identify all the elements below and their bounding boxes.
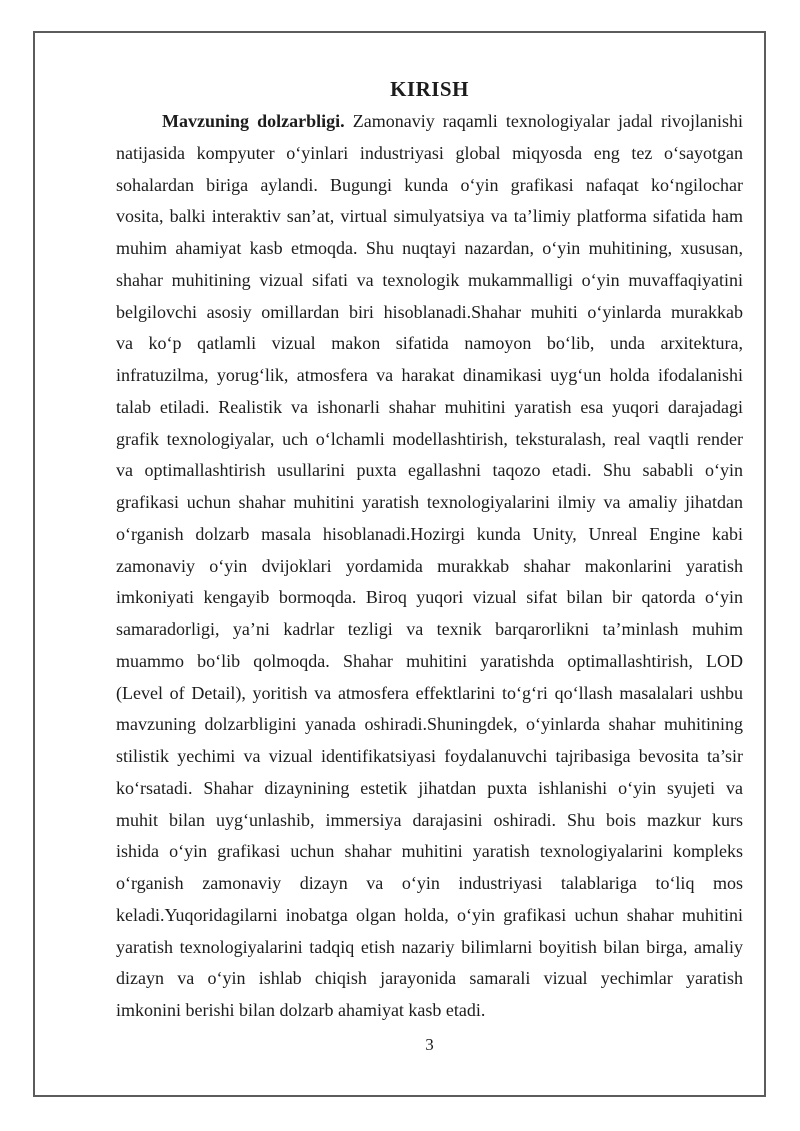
paragraph-line: imkonini berishi bilan dolzarb ahamiyat kasb etadi. (116, 1000, 486, 1020)
paragraph-line: talab etiladi. Realistik va ishonarli shahar muhitini yaratish esa yuqori darajadagi (116, 396, 743, 417)
paragraph-line: keladi.Yuqoridagilarni inobatga olgan holda, o‘yin grafikasi uchun shahar muhitini (116, 904, 743, 925)
paragraph-line: yaratish texnologiyalarini tadqiq etish nazariy bilimlarni boyitish bilan birga, amaliy (116, 936, 743, 957)
paragraph-line: zamonaviy o‘yin dvijoklari yordamida murakkab shahar makonlarini yaratish (116, 555, 743, 576)
paragraph-line: stilistik yechimi va vizual identifikatsiyasi foydalanuvchi tajribasiga bevosita ta’sir (116, 746, 743, 766)
paragraph-line: o‘rganish zamonaviy dizayn va o‘yin industriyasi talablariga to‘liq mos (116, 873, 743, 893)
paragraph-line: dizayn va o‘yin ishlab chiqish jarayonida samarali vizual yechimlar yaratish (116, 968, 743, 989)
paragraph-line: infratuzilma, yorug‘lik, atmosfera va harakat dinamikasi uyg‘un holda ifodalanishi (116, 365, 743, 385)
paragraph-lines (116, 138, 743, 1027)
paragraph-line: imkoniyati kengayib bormoqda. Biroq yuqori vizual sifat bilan bir qatorda o‘yin (116, 587, 743, 608)
paragraph-line: (Level of Detail), yoritish va atmosfera effektlarini to‘g‘ri qo‘llash masalalari ushbu (116, 682, 743, 703)
paragraph-line: grafikasi uchun shahar muhitini yaratish texnologiyalarini ilmiy va amaliy jihatdan (116, 492, 743, 512)
paragraph-line: va optimallashtirish usullarini puxta egallashni taqozo etadi. Shu sababli o‘yin (116, 460, 743, 481)
paragraph-line: va ko‘p qatlamli vizual makon sifatida namoyon bo‘lib, unda arxitektura, (116, 333, 743, 354)
paragraph-line: ishida o‘yin grafikasi uchun shahar muhitini yaratish texnologiyalarini kompleks (116, 841, 743, 862)
page-number: 3 (425, 1034, 434, 1054)
paragraph-line: shahar muhitining vizual sifati va texnologik mukammalligi o‘yin muvaffaqiyatini (116, 269, 743, 290)
paragraph-line: o‘rganish dolzarb masala hisoblanadi.Hozirgi kunda Unity, Unreal Engine kabi (116, 523, 743, 544)
paragraph-line: muammo bo‘lib qolmoqda. Shahar muhitini yaratishda optimallashtirish, LOD (116, 650, 743, 671)
paragraph-line: natijasida kompyuter o‘yinlari industriyasi global miqyosda eng tez o‘sayotgan (116, 142, 743, 163)
paragraph (116, 106, 743, 1027)
page-content (116, 72, 743, 1056)
paragraph-line: samaradorligi, ya’ni kadrlar tezligi va texnik barqarorlikni ta’minlash muhim (116, 619, 743, 639)
paragraph-line: ko‘rsatadi. Shahar dizaynining estetik jihatdan puxta ishlanishi o‘yin syujeti va (116, 777, 743, 798)
paragraph-line: sohalardan biriga aylandi. Bugungi kunda o‘yin grafikasi nafaqat ko‘ngilochar (116, 174, 743, 195)
paragraph-line: belgilovchi asosiy omillardan biri hisoblanadi.Shahar muhiti o‘yinlarda murakkab (116, 301, 743, 322)
paragraph-line: muhit bilan uyg‘unlashib, immersiya darajasini oshiradi. Shu bois mazkur kurs (116, 809, 743, 830)
paragraph-line: grafik texnologiyalar, uch o‘lchamli modellashtirish, teksturalash, real vaqtli render (116, 428, 743, 449)
paragraph-line: muhim ahamiyat kasb etmoqda. Shu nuqtayi nazardan, o‘yin muhitining, xususan, (116, 238, 743, 258)
paragraph-first-line (116, 106, 743, 138)
paragraph-first-line-text: Zamonaviy raqamli texnologiyalar jadal rivojlanishi (352, 111, 743, 131)
paragraph-line: vosita, balki interaktiv san’at, virtual simulyatsiya va ta’limiy platforma sifatida ham (116, 206, 743, 227)
page-title: KIRISH (390, 77, 469, 101)
paragraph-line: mavzuning dolzarbligini yanada oshiradi.Shuningdek, o‘yinlarda shahar muhitining (116, 714, 743, 735)
paragraph-lead-bold: Mavzuning dolzarbligi. (162, 111, 345, 131)
